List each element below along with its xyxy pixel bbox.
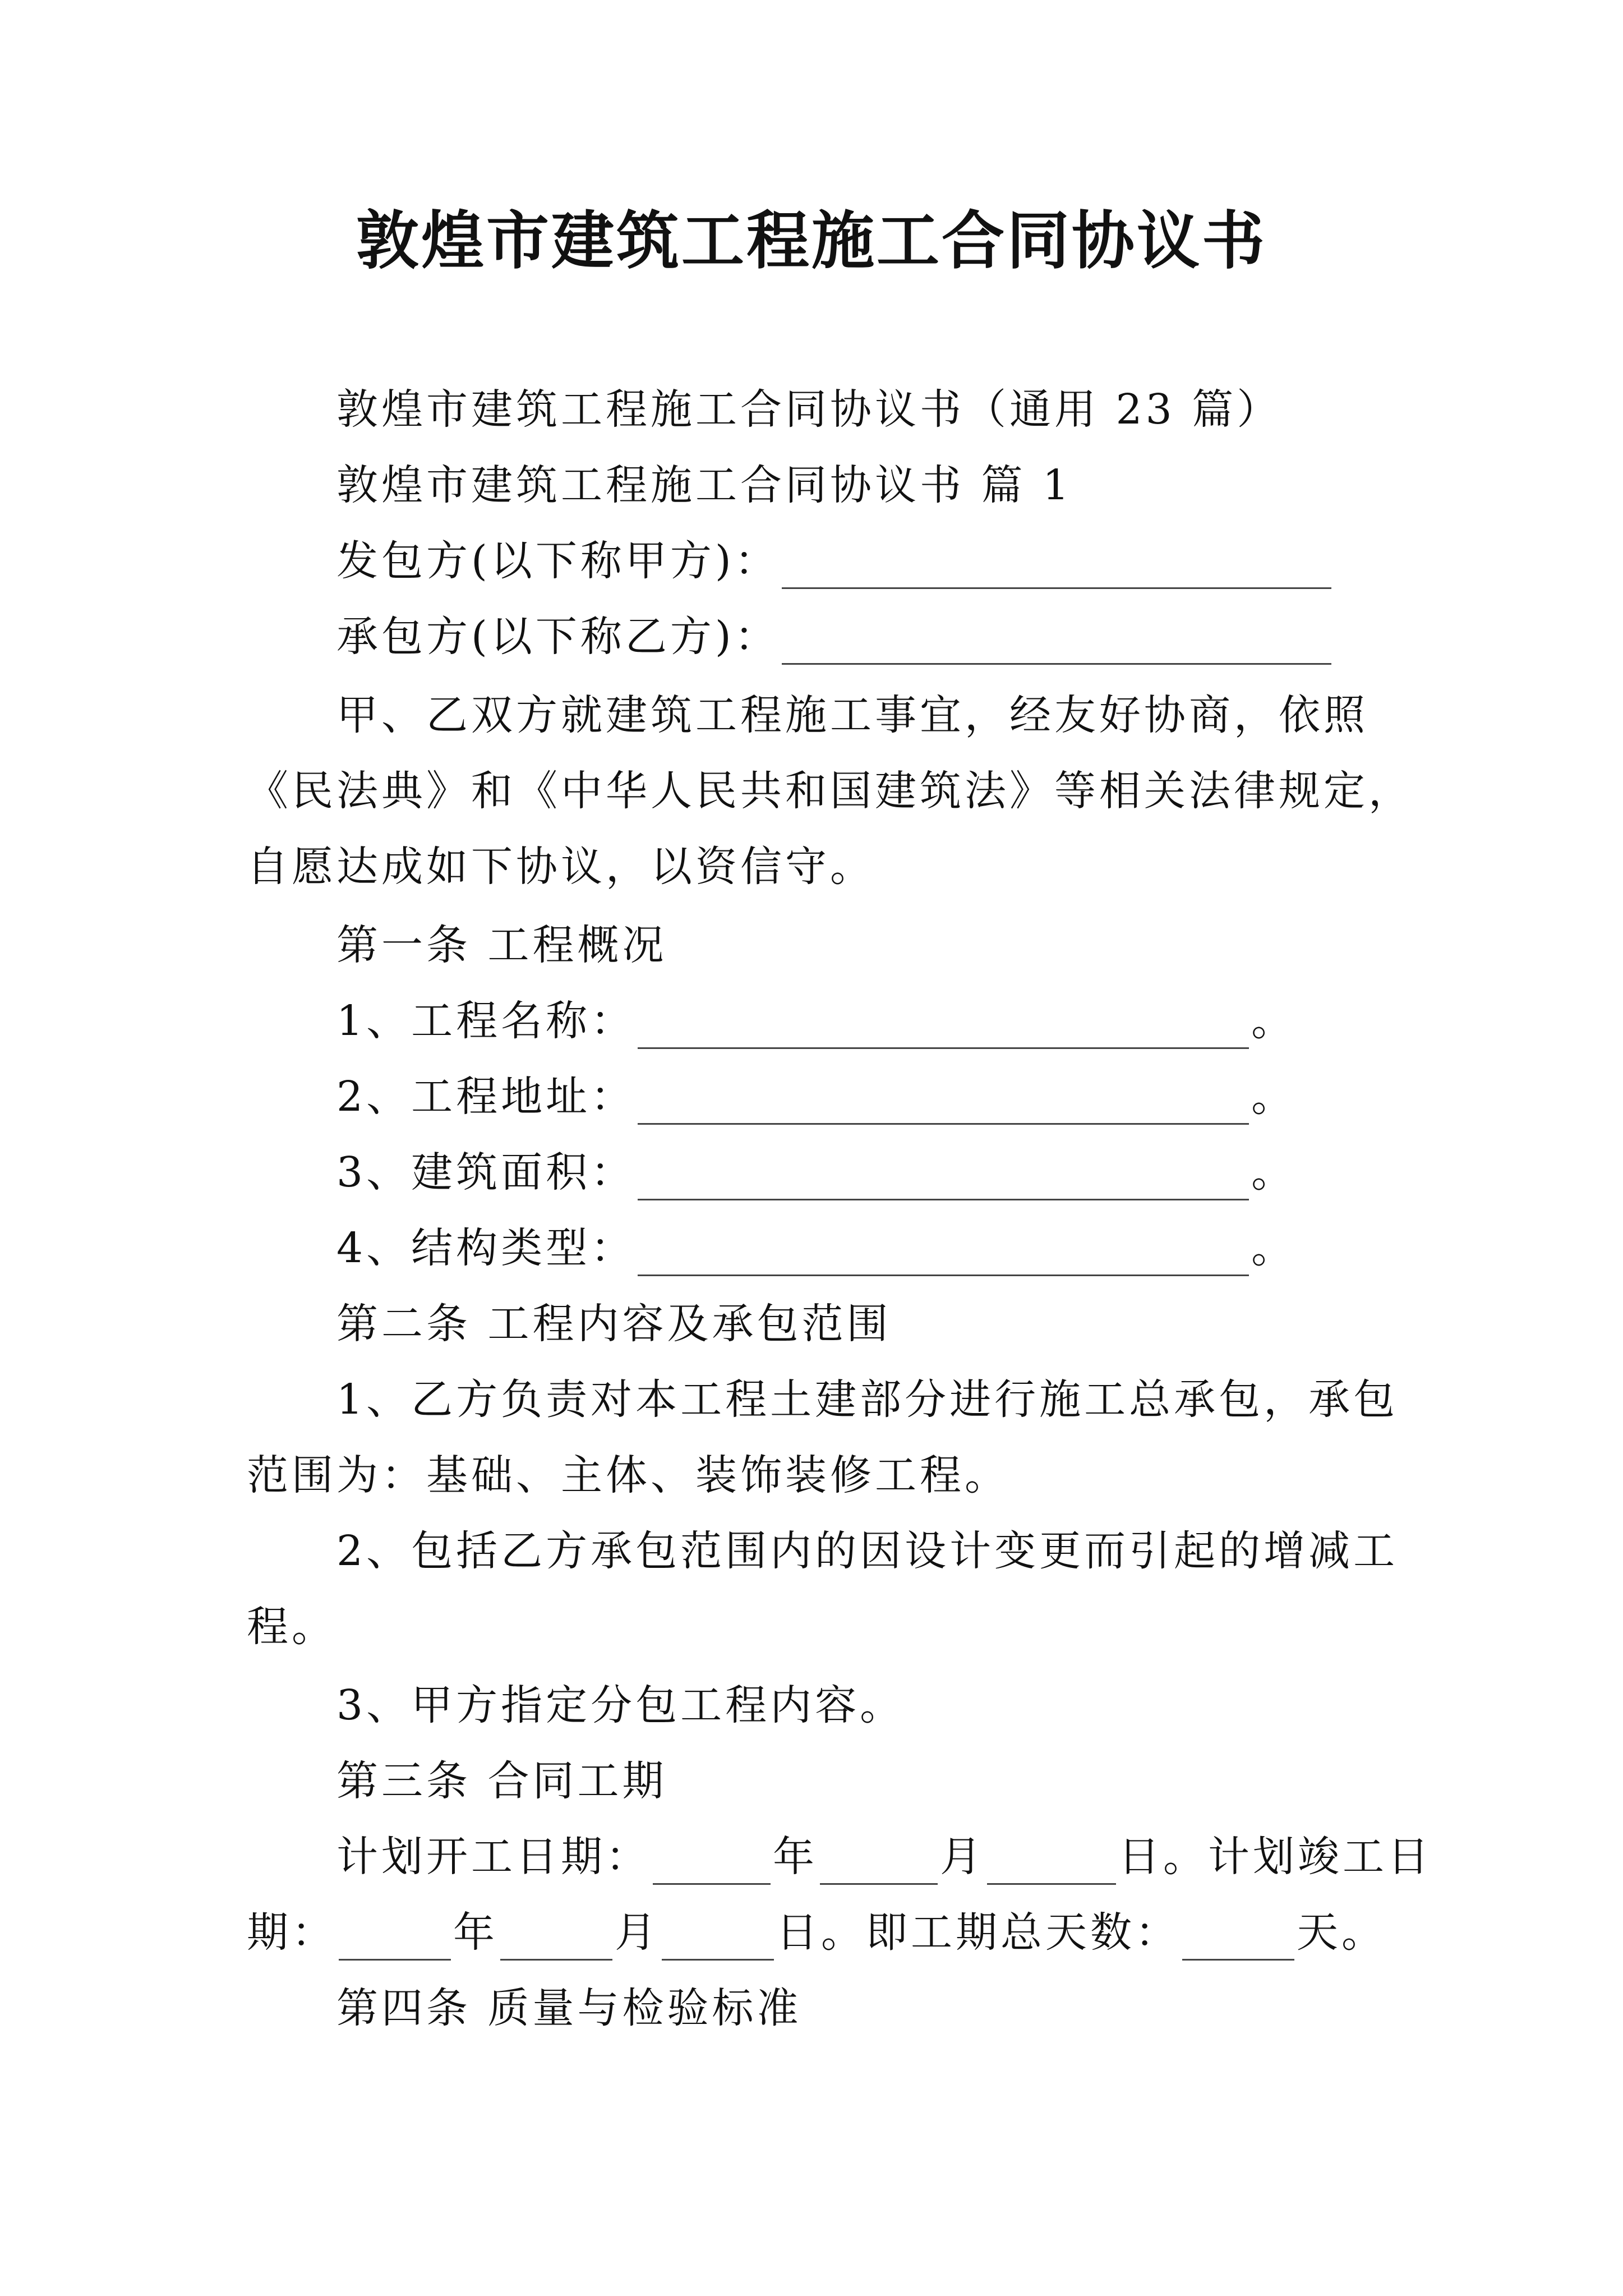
end-day-blank <box>662 1920 774 1961</box>
item-structure-blank <box>638 1235 1249 1276</box>
item-structure-label: 4、结构类型： <box>336 1224 636 1272</box>
article-2-para-3: 3、甲方指定分包工程内容。 <box>336 1681 905 1729</box>
days-unit: 天。 <box>1297 1908 1386 1957</box>
item-address-blank <box>638 1084 1249 1125</box>
party-b-blank <box>782 624 1331 665</box>
total-days-label: 。即工期总天数： <box>821 1908 1180 1957</box>
item-address-label: 2、工程地址： <box>336 1073 636 1121</box>
item-address-line <box>336 1069 1296 1125</box>
party-a-line <box>336 533 1334 589</box>
party-b-label: 承包方(以下称乙方)： <box>336 613 780 661</box>
item-name-period: 。 <box>1251 997 1297 1045</box>
item-name-line <box>336 993 1296 1049</box>
item-area-period: 。 <box>1251 1148 1297 1197</box>
start-month-blank <box>820 1844 938 1885</box>
section-heading: 敦煌市建筑工程施工合同协议书 篇 1 <box>336 461 1073 509</box>
start-year-blank <box>653 1844 771 1885</box>
start-day-unit: 日 <box>1118 1833 1163 1881</box>
article-2-para-2-line-1: 2、包括乙方承包范围内的因设计变更而引起的增减工 <box>336 1527 1399 1575</box>
party-b-line <box>336 609 1334 665</box>
intro-line-3: 自愿达成如下协议，以资信守。 <box>247 843 875 891</box>
item-structure-line <box>336 1220 1296 1276</box>
article-4-heading: 第四条 质量与检验标准 <box>336 1984 802 2032</box>
start-date-label: 计划开工日期： <box>336 1833 651 1881</box>
end-year-blank <box>339 1920 451 1961</box>
end-year-unit: 年 <box>453 1908 498 1957</box>
total-days-blank <box>1182 1920 1294 1961</box>
document-title: 敦煌市建筑工程施工合同协议书 <box>356 204 1267 278</box>
start-year-unit: 年 <box>773 1833 818 1881</box>
item-name-blank <box>638 1008 1249 1049</box>
party-a-blank <box>782 548 1331 589</box>
end-date-label-part2: 期： <box>247 1908 336 1957</box>
party-a-label: 发包方(以下称甲方)： <box>336 537 780 585</box>
end-date-line <box>247 1904 1386 1961</box>
item-address-period: 。 <box>1251 1073 1297 1121</box>
article-2-para-2-line-2: 程。 <box>247 1603 336 1651</box>
intro-line-1: 甲、乙双方就建筑工程施工事宜，经友好协商，依照 <box>336 691 1368 739</box>
end-date-label-part1: 。计划竣工日 <box>1163 1833 1432 1881</box>
intro-line-2: 《民法典》和《中华人民共和国建筑法》等相关法律规定， <box>247 767 1413 815</box>
article-1-heading: 第一条 工程概况 <box>336 921 667 969</box>
subtitle: 敦煌市建筑工程施工合同协议书（通用 23 篇） <box>336 385 1282 434</box>
article-2-heading: 第二条 工程内容及承包范围 <box>336 1300 892 1348</box>
item-area-blank <box>638 1159 1249 1200</box>
article-3-heading: 第三条 合同工期 <box>336 1757 667 1805</box>
article-2-para-1-line-1: 1、乙方负责对本工程土建部分进行施工总承包，承包 <box>336 1375 1399 1424</box>
article-2-para-1-line-2: 范围为：基础、主体、装饰装修工程。 <box>247 1451 1009 1499</box>
start-day-blank <box>987 1844 1116 1885</box>
item-area-label: 3、建筑面积： <box>336 1148 636 1197</box>
end-month-blank <box>500 1920 612 1961</box>
item-area-line <box>336 1144 1296 1200</box>
start-month-unit: 月 <box>940 1833 985 1881</box>
end-day-unit: 日 <box>776 1908 821 1957</box>
item-name-label: 1、工程名称： <box>336 997 636 1045</box>
end-month-unit: 月 <box>615 1908 660 1957</box>
start-date-line <box>336 1829 1432 1885</box>
item-structure-period: 。 <box>1251 1224 1297 1272</box>
